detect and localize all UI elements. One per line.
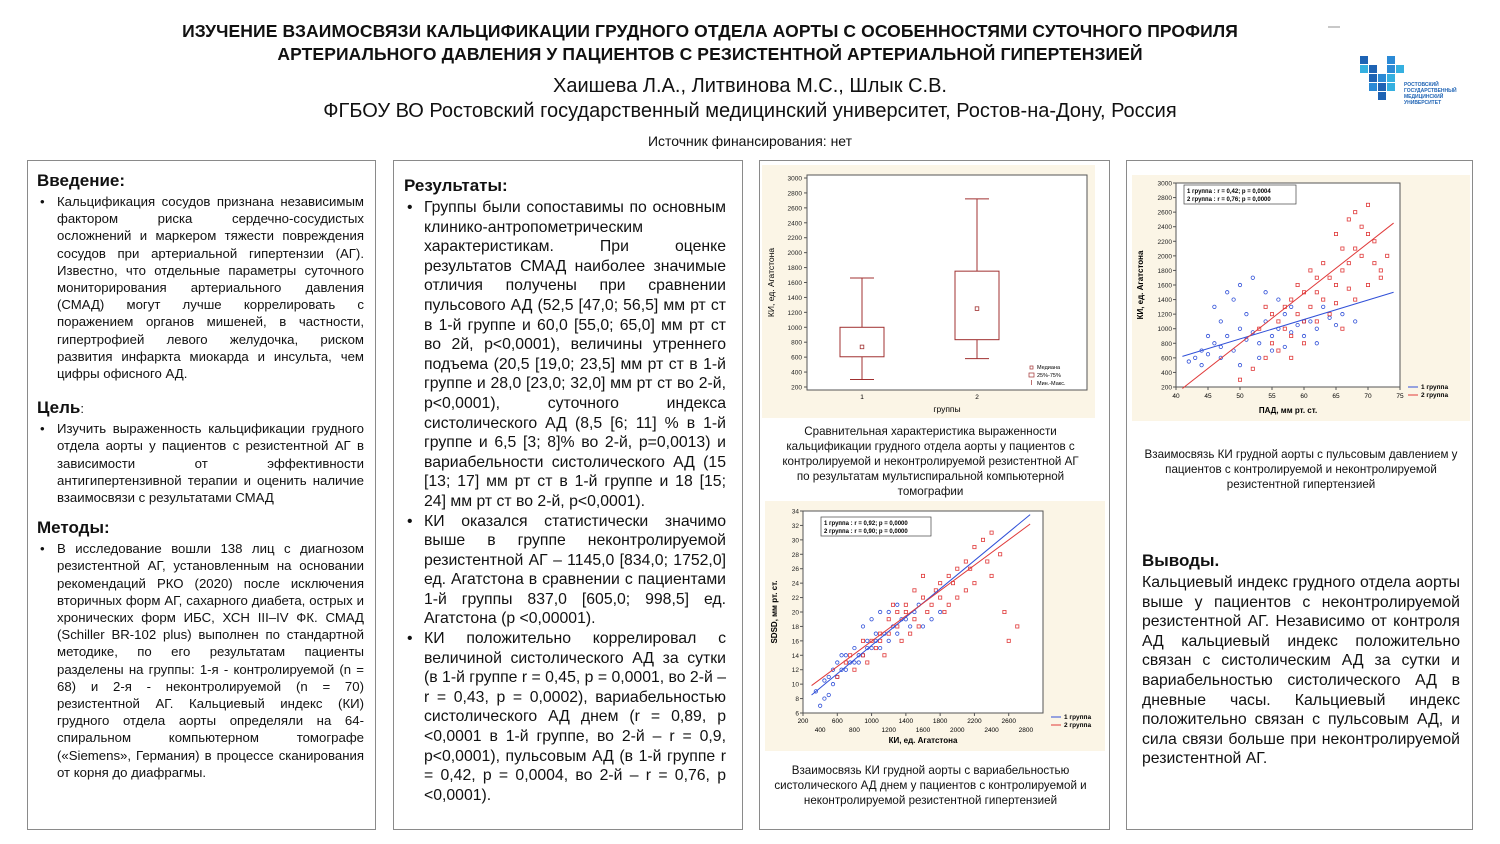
methods-heading: Методы: (37, 518, 110, 538)
x-tick-label: 200 (797, 718, 809, 725)
logo-square (1387, 74, 1395, 82)
stats-label: 2 группа : r = 0,90; p = 0,0000 (824, 529, 908, 535)
logo-square (1369, 74, 1377, 82)
y-tick-label: 20 (791, 609, 799, 617)
methods-list (37, 540, 364, 781)
y-tick-label: 3000 (787, 175, 802, 183)
poster-title (60, 20, 1360, 66)
y-tick-label: 1400 (787, 294, 802, 302)
y-tick-label: 28 (791, 551, 799, 559)
pad-caption: Взаимосвязь КИ грудной аорты с пульсовым давлением у пациентов с контролируемой и неконтролируемой резистентной гипертензией (1144, 448, 1458, 491)
stats-label: 2 группа : r = 0,76; p = 0,0000 (1187, 197, 1271, 203)
y-axis-label: SDSD, мм рт. ст. (770, 580, 779, 644)
y-tick-label: 1200 (787, 309, 802, 317)
y-tick-label: 1600 (787, 280, 802, 287)
funding-note: Источник финансирования: нет (647, 133, 853, 149)
intro-heading: Введение: (37, 171, 126, 190)
y-tick-label: 200 (791, 384, 802, 392)
y-tick-label: 8 (795, 696, 799, 704)
y-tick-label: 1200 (1157, 311, 1172, 319)
y-tick-label: 2800 (1157, 195, 1172, 203)
conclusions-text: Кальциевый индекс грудного отдела аорты выше у пациентов с неконтролируемой резистентной АГ. Независимо от контроля АД кальциевый индекс положительно связан с систолическим АД за сутки и вариабельностью систолического АД в дневные часы. Кальциевый индекс положительно связан с пульсовым АД, и сила связи больше при неконтролируемой резистентной АГ. (1142, 574, 1460, 768)
x-tick-label: 1400 (898, 718, 914, 725)
legend-label: Медиана (1037, 365, 1061, 371)
pad-scatter-chart (1132, 175, 1470, 421)
sdsd-caption: Взаимосвязь КИ грудной аорты с вариабельностью систолического АД днем у пациентов с контролируемой и неконтролируемой резистентной гипертензией (774, 764, 1087, 807)
y-tick-label: 34 (791, 508, 799, 516)
y-tick-label: 16 (791, 638, 799, 646)
results-heading: Результаты: (404, 176, 508, 195)
title-line-1: ИЗУЧЕНИЕ ВЗАИМОСВЯЗИ КАЛЬЦИФИКАЦИИ ГРУДНОГО ОТДЕЛА АОРТЫ С ОСОБЕННОСТЯМИ СУТОЧНОГО ПРОФИЛЯ (182, 21, 1238, 41)
logo-text: РОСТОВСКИЙ ГОСУДАРСТВЕННЫЙ МЕДИЦИНСКИЙ УНИВЕРСИТЕТ (1404, 82, 1457, 106)
x-tick-label: 65 (1332, 393, 1340, 400)
x-tick-label: 2400 (984, 727, 999, 734)
y-tick-label: 14 (791, 652, 799, 660)
pad-scatter-svg (1132, 175, 1470, 421)
y-tick-label: 200 (1161, 384, 1172, 392)
x-tick-label: 800 (848, 727, 860, 734)
y-tick-label: 12 (791, 667, 799, 675)
affiliation: ФГБОУ ВО Ростовский государственный медицинский университет, Ростов-на-Дону, Россия (323, 100, 1177, 122)
x-tick-label: 1800 (932, 718, 948, 725)
panel-charts-right (1126, 160, 1473, 830)
stats-label: 1 группа : r = 0,92; p = 0,0000 (824, 521, 908, 527)
intro-list (37, 193, 364, 382)
x-tick-label: 40 (1172, 393, 1180, 400)
logo-square (1387, 56, 1395, 64)
x-tick-label: 400 (814, 727, 826, 734)
goal-text: • Изучить выраженность кальцификации грудного отдела аорты у пациентов с резистентной АГ в зависимости от эффективности антигипертензивной терапии и оценить наличие взаимосвязи с результатами СМАД (57, 420, 364, 506)
y-tick-label: 2400 (1157, 224, 1172, 232)
panel-results (393, 160, 743, 830)
y-tick-label: 800 (1161, 340, 1172, 348)
y-tick-label: 24 (791, 580, 799, 588)
x-tick-label: 2600 (1001, 718, 1016, 725)
x-tick-label: 2 (975, 394, 979, 401)
y-tick-label: 18 (791, 623, 799, 631)
y-tick-label: 2000 (787, 250, 802, 258)
intro-text: • Кальцификация сосудов признана независимым фактором риска сердечно-сосудистых осложнений и маркером тяжести повреждения сосудов при артериальной гипертензии (АГ). Известно, что отдельные параметры суточного мониторирования артериального давления (СМАД) могут лучше коррелировать с поражением органов мишеней, в частности, гипертрофией левого желудочка, риском развития инфаркта миокарда и инсульта, чем цифры офисного АД. (57, 193, 364, 382)
x-axis-label: КИ, ед. Агатстона (888, 736, 958, 745)
legend-iqr-marker (1029, 373, 1034, 377)
logo-square (1360, 65, 1368, 73)
university-logo (1358, 52, 1458, 122)
y-tick-label: 600 (791, 354, 802, 362)
panel-intro (27, 160, 376, 830)
title-line-2: АРТЕРИАЛЬНОГО ДАВЛЕНИЯ У ПАЦИЕНТОВ С РЕЗИСТЕНТНОЙ АРТЕРИАЛЬНОЙ ГИПЕРТЕНЗИЕЙ (277, 44, 1143, 64)
x-tick-label: 2000 (950, 727, 965, 734)
decorative-dash (1328, 26, 1340, 28)
logo-square (1378, 92, 1386, 100)
y-tick-label: 3000 (1157, 180, 1172, 188)
logo-mark-icon (1358, 52, 1406, 110)
goal-heading-text: Цель (37, 398, 81, 418)
stats-label: 1 группа : r = 0,42; p = 0,0004 (1187, 189, 1271, 195)
results-item: • КИ оказался статистически значимо выше в группе неконтролируемой резистентной АГ – 1145,0 [834,0; 1752,0] ед. Агатстона в сравнении с пациентами 1-й группы 837,0 [605,0; 998,5] ед. Агатстона (р <0,00001). (424, 512, 726, 630)
legend-label: 1 группа (1064, 714, 1092, 721)
legend-label: 1 группа (1421, 384, 1449, 391)
x-axis-label: ПАД, мм рт. ст. (1258, 406, 1318, 415)
y-axis-label: КИ, ед. Агатстона (1136, 250, 1145, 320)
x-tick-label: 2200 (967, 718, 982, 725)
y-tick-label: 6 (795, 710, 799, 718)
panel-charts-middle (759, 160, 1110, 830)
results-item: • Группы были сопоставимы по основным клинико-антропометрическим характеристикам. При оценке результатов СМАД наиболее значимые отличия получены при сравнении пульсового АД (52,5 [47,0; 56,5] мм рт ст в 1-й группе и 60,0 [55,0; 65,0] мм рт ст во 2й, р<0,0001), величины утреннего подъема (20,5 [19,0; 23,5] мм рт ст в 1-й группе и 28,0 [23,0; 32,0] мм рт ст во 2-й, р<0,0001), суточного индекса систолического АД (8,5 [6; 11] % в 1-й группе и 6,5 [3; 8]% во 2-й, р=0,0013) и вариабельности систолического АД (15 [13; 17] мм рт ст в 1-й группе и 18 [15; 24] мм рт ст во 2-й, р<0,0001). (424, 198, 726, 512)
y-tick-label: 1000 (787, 324, 802, 332)
results-list (404, 198, 726, 805)
boxplot-chart (762, 165, 1095, 418)
legend-label: 2 группа (1064, 722, 1092, 729)
x-axis-label: группы (933, 404, 961, 414)
x-tick-label: 60 (1300, 393, 1308, 400)
y-tick-label: 30 (791, 537, 799, 545)
y-tick-label: 26 (791, 566, 799, 574)
boxplot-svg (762, 165, 1095, 418)
x-tick-label: 75 (1396, 393, 1404, 400)
plot-area (807, 175, 1087, 390)
y-tick-label: 2200 (787, 235, 802, 243)
x-tick-label: 70 (1364, 393, 1372, 400)
conclusions-heading: Выводы. (1142, 551, 1220, 570)
y-tick-label: 400 (1161, 369, 1172, 377)
logo-square (1387, 65, 1395, 73)
logo-square (1378, 74, 1386, 82)
y-tick-label: 2800 (787, 190, 802, 198)
x-tick-label: 2800 (1018, 727, 1034, 734)
y-tick-label: 2200 (1157, 238, 1172, 246)
goal-list (37, 420, 364, 506)
x-tick-label: 1200 (881, 727, 896, 734)
x-tick-label: 50 (1236, 393, 1244, 400)
methods-text: • В исследование вошли 138 лиц с диагнозом резистентной АГ, установленным на основании рекомендаций РКО (2020) после исключения вторичных форм АГ, сахарного диабета, острых и хронических форм ИБС, ХСН III–IV ФК. СМАД (Schiller BR-102 plus) выполнен по стандартной методике, по его результатам пациенты разделены на группы: 1-я - контролируемой (n = 68) и 2-я - неконтролируемой (n = 70) резистентной АГ. Кальциевый индекс (КИ) грудного отдела аорты определяли на 64-спиральном компьютерном томографе («Siemens», Германия) в процессе сканирования от корня до диафрагмы. (57, 540, 364, 781)
y-tick-label: 2400 (787, 220, 802, 228)
authors: Хаишева Л.А., Литвинова М.С., Шлык С.В. (553, 75, 947, 97)
y-tick-label: 1400 (1157, 297, 1172, 305)
x-tick-label: 1600 (915, 727, 931, 734)
legend-label: 25%-75% (1037, 373, 1061, 379)
results-item: • КИ положительно коррелировал с величиной систолического АД за сутки (в 1-й группе r = 0,45, р = 0,0001, во 2-й – r = 0,43, р = 0,0002), вариабельностью систолического АД днем (r = 0,89, р <0,0001 в 1-й группе, во 2-й – r = 0,9, р<0,0001), пульсовым АД (в 1-й группе r = 0,42, р = 0,0004, во 2-й – r = 0,76, р <0,0001). (424, 629, 726, 805)
x-tick-label: 1000 (864, 718, 879, 725)
x-tick-label: 1 (860, 394, 864, 401)
legend-label: Мин.-Макс. (1037, 381, 1066, 387)
logo-square (1387, 83, 1395, 91)
logo-square (1369, 65, 1377, 73)
sdsd-scatter-svg (765, 501, 1105, 751)
y-tick-label: 1000 (1157, 326, 1172, 334)
x-tick-label: 45 (1204, 393, 1212, 400)
y-tick-label: 2600 (1157, 209, 1172, 217)
y-tick-label: 400 (791, 369, 802, 377)
y-tick-label: 22 (791, 595, 799, 603)
sdsd-scatter-chart (765, 501, 1105, 751)
y-tick-label: 1800 (1157, 267, 1172, 275)
y-tick-label: 32 (791, 522, 799, 530)
logo-square (1396, 65, 1404, 73)
iqr-box (955, 271, 999, 340)
iqr-box (840, 327, 884, 356)
y-tick-label: 10 (791, 681, 799, 689)
legend-label: 2 группа (1421, 392, 1449, 399)
y-tick-label: 2600 (787, 205, 802, 213)
y-axis-label: КИ, ед. Агатстона (766, 247, 776, 318)
y-tick-label: 2000 (1157, 253, 1172, 261)
boxplot-caption: Сравнительная характеристика выраженности кальцификации грудного отдела аорты у пациентов с контролируемой и неконтролируемой резистентной АГ по результатам мультиспиральной компьютерной томографии (782, 425, 1079, 498)
y-tick-label: 1600 (1157, 282, 1172, 290)
goal-heading (37, 398, 364, 418)
goal-heading-colon: : (80, 401, 84, 417)
logo-square (1369, 83, 1377, 91)
y-tick-label: 600 (1161, 355, 1172, 363)
y-tick-label: 1800 (787, 265, 802, 273)
x-tick-label: 600 (831, 718, 843, 725)
y-tick-label: 800 (791, 339, 802, 347)
x-tick-label: 55 (1268, 393, 1276, 400)
logo-square (1360, 56, 1368, 64)
logo-square (1378, 83, 1386, 91)
